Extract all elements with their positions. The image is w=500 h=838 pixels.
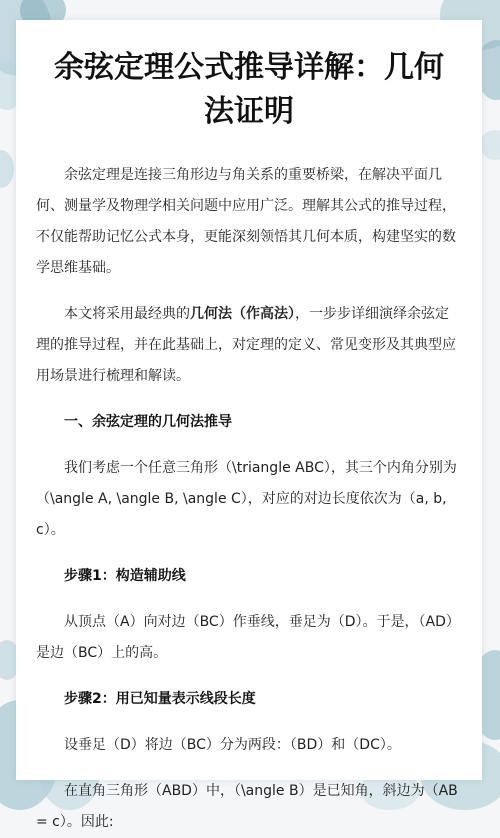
intro-paragraph-1: 余弦定理是连接三角形边与角关系的重要桥梁，在解决平面几何、测量学及物理学相关问题中应用广泛。理解其公式的推导过程，不仅能帮助记忆公式本身，更能深刻领悟其几何本质，构建坚实的数学思维基础。 <box>36 167 456 276</box>
intro-2-text-a: 本文将采用最经典的 <box>64 306 190 322</box>
step-2-paragraph-2: 在直角三角形（ABD）中，（\angle B）是已知角，斜边为（AB = c）。因此: <box>36 783 458 830</box>
section-1-heading: 一、余弦定理的几何法推导 <box>64 414 232 430</box>
step-1-heading: 步骤1：构造辅助线 <box>64 568 186 584</box>
article-title: 余弦定理公式推导详解：几何法证明 <box>54 50 444 129</box>
step-2-paragraph-1: 设垂足（D）将边（BC）分为两段：（BD）和（DC）。 <box>64 737 401 753</box>
article-card <box>16 20 482 830</box>
intro-paragraph-2 <box>36 299 460 392</box>
intro-2-text-b: ，一步步详细演绎余弦定理的推导过程，并在此基础上，对定理的定义、常见变形及其典型应用场景进行梳理和解读。 <box>36 306 456 384</box>
step-1-paragraph: 从顶点（A）向对边（BC）作垂线，垂足为（D）。于是，（AD）是边（BC）上的高。 <box>36 614 460 661</box>
step-2-heading: 步骤2：用已知量表示线段长度 <box>64 691 256 707</box>
intro-2-bold-method: 几何法（作高法） <box>190 306 295 322</box>
section-1-paragraph: 我们考虑一个任意三角形（\triangle ABC），其三个内角分别为（\angle A, \angle B, \angle C），对应的对边长度依次为（a, b, c）。 <box>36 460 457 538</box>
